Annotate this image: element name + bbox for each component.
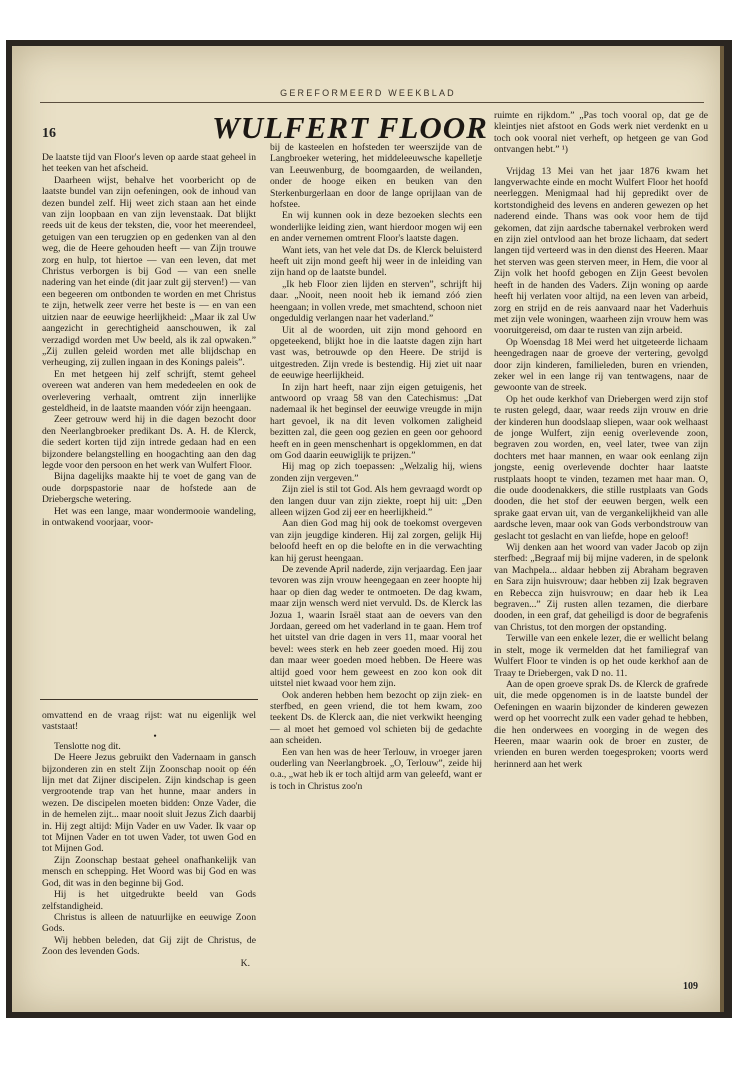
paragraph: Want iets, van het vele dat Ds. de Klerck beluisterd heeft uit zijn mond geeft hij weer in de inleiding van zijn hand op de laatste bundel. xyxy=(270,244,482,279)
paragraph: „Ik heb Floor zien lijden en sterven”, schrijft hij daar. „Nooit, neen nooit heb ik iemand zóó zien heengaan; in vollen vrede, met smachtend, schoon niet ongeduldig verlangen naar het vaderland.” xyxy=(270,278,482,325)
paragraph: Op het oude kerkhof van Driebergen werd zijn stof te rusten gelegd, daar, waar reeds zijn vrouw en drie der kinderen hun doodslaap sliepen, waar ook welhaast de jonge Wulfert, zijn eenig overlevende zoon, begraven zou worden, en, veel later, twee van zijn dochters met haar mannen, en waar ook eenlang zijn jongste, eenig overlevende dochter haar laatste rustplaats hoopt te vinden, tezamen met haar man. O, die oude doodenakkers, die stille rustplaats van Gods dooden, die het stof der eeuwen bergen, welk een sprake gaat ervan uit, van de vergankelijkheid van alle aardsche leven, maar ook van Gods verbondstrouw van geslacht tot geslacht en van liefde, hope en geloof! xyxy=(494,393,708,542)
paragraph: Ook anderen hebben hem bezocht op zijn ziek- en sterfbed, en geen vriend, die tot hem kwam, zoo teekent Ds. de Klerck aan, die niet verkwikt heenging — al moet het gemoed vol schieten bij de gedachte aan scheiden. xyxy=(270,689,482,747)
column-2 xyxy=(270,142,482,792)
paragraph: Vrijdag 13 Mei van het jaar 1876 kwam het langverwachte einde en mocht Wulfert Floor het hoofd neerleggen. Menigmaal had hij gepredikt over de kortstondigheid des levens en anderen gewezen op het naderend einde. Thans was ook voor hem de tijd gekomen, dat zijn aardsche tabernakel verbroken werd en zijn ziel ontvlood aan het broze lichaam, dat sedert langen tijd verteerd was in den dienst des Heeren. Maar het sterven was geen sterven meer, in Hem, die voor al Zijn volk het hoofd gebogen en Zijn Geest bevolen heeft in de handen des Vaders. Zijn woning op aarde heeft hij verlaten voor altijd, na een leven van arbeid, zorg en strijd en de reis aanvaard naar het Vaderhuis met zijn vele woningen, waarheen zijn vrouw hem was vooruitgereisd, om daar te rusten van zijn arbeid. xyxy=(494,165,708,337)
paragraph: omvattend en de vraag rijst: wat nu eigenlijk wel vaststaat! xyxy=(42,710,256,733)
paragraph: De zevende April naderde, zijn verjaardag. Een jaar tevoren was zijn vrouw heengegaan en zeer hoopte hij haar op dien dag weder te ontmoeten. De dag kwam, maar zijn wensch werd niet vervuld. Ds. de Klerck las Jozua 1, waarin Israël staat aan de oevers van den Jordaan, gereed om het vaderland in te gaan. Hem trof het uitstel van drie dagen in vers 11, maar vooral het bevel: wees sterk en heb zeer goeden moed. Hij zou dan maar weer goeden moed hebben. De Heere was altijd goed voor hem geweest en zoo kon ook dit uitstel niet kwaad voor hem zijn. xyxy=(270,564,482,690)
paragraph: ruimte en rijkdom.” „Pas toch vooral op, dat ge de kleintjes niet afstoot en Gods werk niet verdenkt en u toch ook vooral niet verheft, op hetgeen ge van God ontvangen hebt.” ¹) xyxy=(494,110,708,156)
paragraph: Bijna dagelijks maakte hij te voet de gang van de oude dorpspastorie naar de hofstede aan de Driebergsche wetering. xyxy=(42,471,256,506)
author-signature: K. xyxy=(240,957,250,969)
paragraph: Wij denken aan het woord van vader Jacob op zijn sterfbed: „Begraaf mij bij mijne vaderen, in de spelonk van Machpela... aldaar hebben zij Abraham begraven en Sara zijn huisvrouw; daar hebben zij Izak begraven en Rebecca zijn huisvrouw; en daar heb ik Lea begraven...” Zij rusten allen tezamen, die dierbare dooden, in een graf, dat geheiligd is door de begrafenis van Christus, tot den morgen der opstanding. xyxy=(494,542,708,633)
paragraph: In zijn hart heeft, naar zijn eigen getuigenis, het antwoord op vraag 58 van den Catechismus: „Dat nademaal ik het beginsel der eeuwige vreugde in mijn hart gevoel, ik na dit leven volkomen zaligheid bezitten zal, die geen oog gezien en geen oor gehoord heeft en in geen menschenhart is opgeklommen, en dat om God daarin eeuwiglijk te prijzen.” xyxy=(270,381,482,461)
paragraph: Aan dien God mag hij ook de toekomst overgeven van zijn jeugdige kinderen. Hij zal zorgen, gelijk Hij beloofd heeft en op die belofte en in die verwachting kan hij gerust heengaan. xyxy=(270,518,482,564)
article-title: WULFERT FLOOR xyxy=(212,110,488,145)
ornament-star-icon: • xyxy=(153,730,157,742)
paragraph: De Heere Jezus gebruikt den Vadernaam in gansch bijzonderen zin en stelt Zijn Zoonschap nooit op één lijn met dat Zijner discipelen. Zijn kindschap is geen vergrootende trap van het hunne, maar anders in wezen. De discipelen moeten bidden: Onze Vader, die in de hemelen zijt... maar nooit sluit Jezus Zich daarbij in. Hij zegt altijd: Mijn Vader en uw Vader. Ik vaar op tot Mijnen Vader en tot uwen Vader, tot uwen God en tot Mijnen God. xyxy=(42,752,256,855)
paragraph: Hij is het uitgedrukte beeld van Gods zelfstandigheid. xyxy=(42,889,256,912)
paragraph: Tenslotte nog dit. xyxy=(54,740,121,752)
column-3 xyxy=(494,110,708,770)
page-number-right: 109 xyxy=(683,981,698,992)
header-rule xyxy=(40,102,704,103)
page-number-left: 16 xyxy=(42,126,56,141)
paragraph: Het was een lange, maar wondermooie wandeling, in ontwakend voorjaar, voor- xyxy=(42,505,256,528)
paragraph: Zeer getrouw werd hij in die dagen bezocht door den Neerlangbroeker predikant Ds. A. H. de Klerck, die sedert korten tijd zijn intrede gedaan had en een bijzondere belangstelling en hoogachting aan den dag legde voor den persoon en het werk van Wulfert Floor. xyxy=(42,414,256,471)
paragraph: Hij mag op zich toepassen: „Welzalig hij, wiens zonden zijn vergeven.” xyxy=(270,461,482,484)
paragraph: Uit al de woorden, uit zijn mond gehoord en opgeteekend, blijkt hoe in die laatste dagen zijn hart vast was, betrouwde op den Heere. De strijd is uitgestreden. Zijn vrede is bestendig. Hij ziet uit naar de eeuwige heerlijkheid. xyxy=(270,324,482,382)
paragraph: Wij hebben beleden, dat Gij zijt de Christus, de Zoon des levenden Gods. xyxy=(42,934,256,958)
paragraph: En met hetgeen hij zelf schrijft, stemt geheel overeen wat anderen van hem mededeelen en ook de overlevering verhaalt, omtrent zijn innerlijke gesteldheid, in de laatste maanden vóór zijn heengaan. xyxy=(42,368,256,414)
paragraph: En wij kunnen ook in deze bezoeken slechts een wonderlijke leiding zien, want hierdoor mogen wij een en ander vernemen omtrent Floor's laatste dagen. xyxy=(270,210,482,245)
paragraph: Terwille van een enkele lezer, die er wellicht belang in stelt, moge ik vermelden dat het familiegraf van Wulfert Floor te vinden is op het oude kerkhof aan de Traay te Driebergen, vak D no. 11. xyxy=(494,633,708,679)
article-separator-rule xyxy=(40,699,258,700)
paragraph: bij de kasteelen en hofsteden ter weerszijde van de Langbroeker wetering, het middeleeuwsche kapelletje van Leeuwenburg, de boomgaarden, de weilanden, onder de hooge eiken en beuken van den Sterkenburgerlaan en door de lange oprijlaan van de hofstee. xyxy=(270,142,482,211)
column-1-top xyxy=(42,152,256,528)
magazine-page xyxy=(12,46,724,1012)
paragraph: Aan de open groeve sprak Ds. de Klerck de grafrede uit, die mede opgenomen is in de laatste bundel der Oefeningen en waarin bijzonder de kinderen gewezen werd op het voorrecht zulk een vader gehad te hebben, die hen onderwees en voorging in de wegen des Heeren, maar waarin ook de broer en zuster, de vrienden en buren werden toegesproken; voorts werd herinnerd aan het werk xyxy=(494,678,708,770)
running-head: GEREFORMEERD WEEKBLAD xyxy=(280,88,456,98)
paragraph: Een van hen was de heer Terlouw, in vroeger jaren ouderling van Neerlangbroek. „O, Terlouw”, zeide hij o.a., „wat heb ik er toch altijd arm van geleefd, want er is toch in Christus zoo'n xyxy=(270,746,482,792)
paragraph: De laatste tijd van Floor's leven op aarde staat geheel in het teeken van het afscheid. xyxy=(42,152,256,175)
scanned-page-frame xyxy=(6,40,732,1018)
page-binding-edge xyxy=(720,46,724,1012)
paragraph: Zijn Zoonschap bestaat geheel onafhankelijk van mensch en schepping. Het Woord was bij God en was God, dit was in den beginne bij God. xyxy=(42,854,256,889)
paragraph: Op Woensdag 18 Mei werd het uitgeteerde lichaam heengedragen naar de groeve der vertering, gevolgd door zijn kinderen, familieleden, buren en vrienden, zeker wel in een lange rij van tentwagens, naar de gewoonte van de streek. xyxy=(494,336,708,394)
paragraph-gap xyxy=(494,156,708,166)
column-1-bottom xyxy=(42,710,256,969)
paragraph: Zijn ziel is stil tot God. Als hem gevraagd wordt op den langen duur van zijn ziekte, roept hij uit: „Den alleen wijzen God zij eer en heerlijkheid.” xyxy=(270,484,482,518)
paragraph: Daarheen wijst, behalve het voorbericht op de laatste bundel van zijn oefeningen, ook de inhoud van dezen bundel zelf. Hij weet zich staan aan het einde van zijn loopbaan en van zijn levenstaak. Dat blijkt reeds uit de keus der teksten, die, voor het meerendeel, getuigen van een terugzien op en gedenken van al den weg, die de Heere gehouden heeft — van Zijn trouwe zorg en hulp, tot hiertoe — van een leven, dat met Christus verborgen is bij God — van een snelle nadering van het einde (dit jaar zult gij sterven!) — van een begeeren om ontbonden te worden en met Christus te zijn, hetwelk zeer verre het beste is — en van een uitzien naar de eeuwige heerlijkheid: „Maar ik zal Uw aangezicht in gerechtigheid aanschouwen, ik zal verzadigd worden met Uw beeld, als ik zal opwaken.” „Zij zullen geleid worden met alle blijdschap en verheuging, zij zullen ingaan in des Konings paleis”. xyxy=(42,174,256,369)
paragraph: Christus is alleen de natuurlijke en eeuwige Zoon Gods. xyxy=(42,911,256,935)
